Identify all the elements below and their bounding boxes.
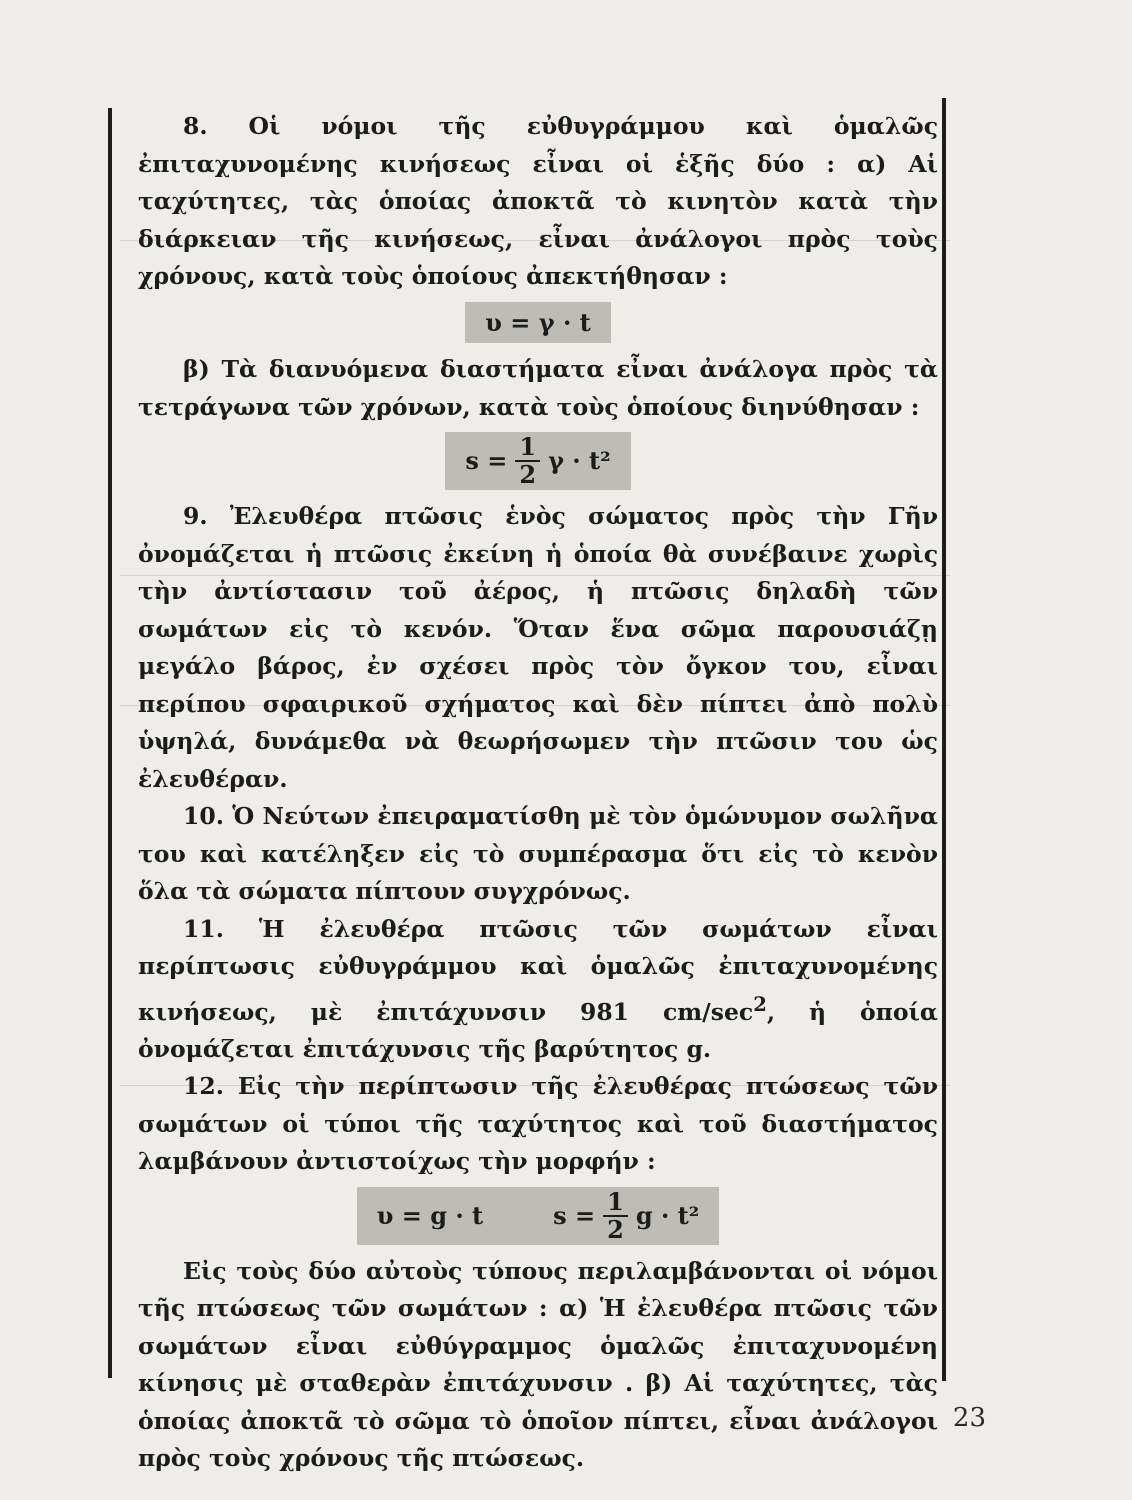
paragraph-10: 10. Ὁ Νεύτων ἐπειραματίσθη μὲ τὸν ὁμώνυμον σωλῆνα του καὶ κατέληξεν εἰς τὸ συμπέρασμα ὅτι εἰς τὸ κενὸν ὅλα τὰ σώματα πίπτουν συγχρόνως. <box>138 802 938 905</box>
formula-fall-distance <box>553 1186 700 1244</box>
formula-distance <box>465 434 610 488</box>
formula-velocity-box <box>465 302 610 344</box>
paragraph-9: 9. Ἐλευθέρα πτῶσις ἑνὸς σώματος πρὸς τὴν Γῆν ὀνομάζεται ἡ πτῶσις ἐκείνη ἡ ὁποία θὰ συνέβαινε χωρὶς τὴν ἀντίστασιν τοῦ ἀέρος, ἡ πτῶσις δηλαδὴ τῶν σωμάτων εἰς τὸ κενόν. Ὅταν ἕνα σῶμα παρουσιάζῃ μεγάλο βάρος, ἐν σχέσει πρὸς τὸν ὄγκον του, εἶναι περίπου σφαιρικοῦ σχήματος καὶ δὲν πίπτει ἀπὸ πολὺ ὑψηλά, δυνάμεθα νὰ θεωρήσωμεν τὴν πτῶσιν του ὡς ἐλευθέραν. <box>138 502 938 793</box>
formula-distance-box <box>445 432 630 490</box>
formula-velocity: υ = γ · t <box>485 307 591 337</box>
page-content <box>138 108 938 1478</box>
formula-fall-velocity: υ = g · t <box>376 1201 484 1231</box>
paragraph-12: 12. Εἰς τὴν περίπτωσιν τῆς ἐλευθέρας πτώσεως τῶν σωμάτων οἱ τύποι τῆς ταχύτητος καὶ τοῦ διαστήματος λαμβάνουν ἀντιστοίχως τὴν μορφήν : <box>138 1072 938 1176</box>
formula-fall-distance-rhs: g · t² <box>635 1201 700 1231</box>
right-margin-rule <box>942 98 946 1381</box>
left-margin-rule <box>108 108 112 1378</box>
formula-distance-row <box>138 432 938 490</box>
fraction-one-half <box>515 434 540 488</box>
paragraph-11 <box>138 911 938 1069</box>
paragraph-11-part2: , ἡ ὁποία ὀνομάζεται ἐπιτάχυνσις τῆς βαρύτητος g. <box>138 997 938 1063</box>
fraction-one-half <box>603 1186 628 1244</box>
paragraph-8: 8. Οἱ νόμοι τῆς εὐθυγράμμου καὶ ὁμαλῶς ἐπιταχυνομένης κινήσεως εἶναι οἱ ἑξῆς δύο : α) Αἱ ταχύτητες, τὰς ὁποίας ἀποκτᾶ τὸ κινητὸν κατὰ τὴν διάρκειαν τῆς κινήσεως, εἶναι ἀνάλογοι πρὸς τοὺς χρόνους, κατὰ τοὺς ὁποίους ἀπεκτήθησαν : <box>138 112 938 290</box>
formula-fall-row <box>138 1187 938 1245</box>
paragraph-11-part1: 11. Ἡ ἐλευθέρα πτῶσις τῶν σωμάτων εἶναι περίπτωσις εὐθυγράμμου καὶ ὁμαλῶς ἐπιταχυνομένης κινήσεως, μὲ ἐπιτάχυνσιν 981 cm/sec <box>138 914 938 1026</box>
fraction-denominator: 2 <box>607 1214 624 1244</box>
superscript-2: 2 <box>753 992 767 1016</box>
fraction-denominator: 2 <box>519 460 537 489</box>
formula-distance-lhs: s = <box>465 446 508 476</box>
formula-fall-distance-lhs: s = <box>553 1201 596 1231</box>
paragraph-8b: β) Τὰ διανυόμενα διαστήματα εἶναι ἀνάλογα πρὸς τὰ τετράγωνα τῶν χρόνων, κατὰ τοὺς ὁποίους διηνύθησαν : <box>138 355 938 421</box>
formula-distance-rhs: γ · t² <box>548 446 611 476</box>
fraction-numerator: 1 <box>515 434 540 462</box>
page-number: 23 <box>952 1403 986 1433</box>
formula-velocity-row <box>138 302 938 344</box>
fraction-numerator: 1 <box>603 1189 628 1217</box>
formula-fall-box <box>357 1187 720 1245</box>
paragraph-final: Εἰς τοὺς δύο αὐτοὺς τύπους περιλαμβάνονται οἱ νόμοι τῆς πτώσεως τῶν σωμάτων : α) Ἡ ἐλευθέρα πτῶσις τῶν σωμάτων εἶναι εὐθύγραμμος ὁμαλῶς ἐπιταχυνομένη κίνησις μὲ σταθερὰν ἐπιτάχυνσιν . β) Αἱ ταχύτητες, τὰς ὁποίας ἀποκτᾶ τὸ σῶμα τὸ ὁποῖον πίπτει, εἶναι ἀνάλογοι πρὸς τοὺς χρόνους τῆς πτώσεως. <box>138 1256 938 1473</box>
